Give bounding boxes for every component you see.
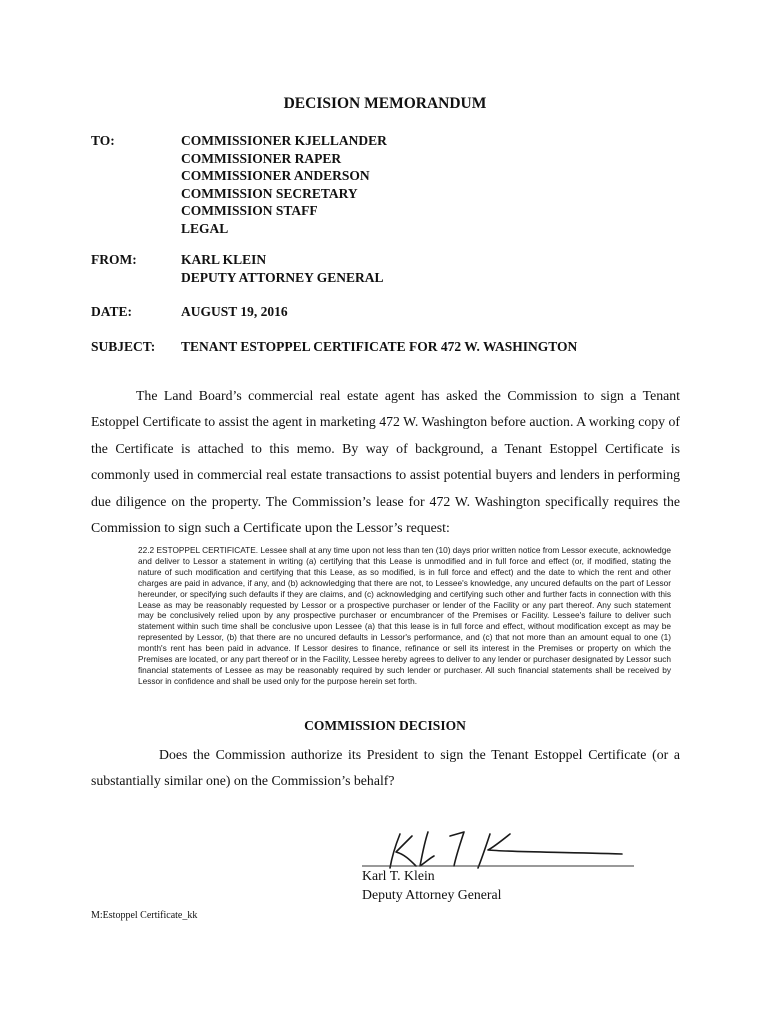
from-block xyxy=(181,251,384,286)
recipient: COMMISSION STAFF xyxy=(181,203,318,218)
recipient: COMMISSIONER ANDERSON xyxy=(181,168,370,183)
to-recipients-list xyxy=(181,132,387,237)
signer-title: Deputy Attorney General xyxy=(362,887,502,902)
recipient: COMMISSION SECRETARY xyxy=(181,185,358,201)
signer-name: Karl T. Klein xyxy=(362,868,435,883)
decision-question: Does the Commission authorize its President to sign the Tenant Estoppel Certificate (or a substantially similar one) on the Commission’s behalf? xyxy=(91,747,680,789)
memo-title: DECISION MEMORANDUM xyxy=(283,95,487,112)
date-label: DATE: xyxy=(91,304,133,319)
to-label: TO: xyxy=(91,133,115,148)
from-label: FROM: xyxy=(91,252,137,267)
date-value: AUGUST 19, 2016 xyxy=(181,304,288,319)
body-paragraph: The Land Board’s commercial real estate agent has asked the Commission to sign a Tenant Estoppel Certificate to assist the agent in marketing 472 W. Washington before auction. A working copy of the Certificate is attached to this memo. By way of background, a Tenant Estoppel Certificate is commonly used in commercial real estate transactions to assist potential buyers and lenders in performing due diligence on the property. The Commission’s lease for 472 W. Washington specifically requires the Commission to sign such a Certificate upon the Lessor’s request: xyxy=(91,388,680,536)
decision-heading: COMMISSION DECISION xyxy=(304,718,466,733)
subject-value: TENANT ESTOPPEL CERTIFICATE FOR 472 W. WASHINGTON xyxy=(181,339,578,354)
subject-label: SUBJECT: xyxy=(91,339,156,354)
handwritten-signature xyxy=(360,822,640,872)
file-reference: M:Estoppel Certificate_kk xyxy=(91,910,198,921)
from-title: DEPUTY ATTORNEY GENERAL xyxy=(181,269,384,285)
recipient: LEGAL xyxy=(181,220,229,236)
recipient: COMMISSIONER RAPER xyxy=(181,150,342,166)
lease-clause-excerpt: 22.2 ESTOPPEL CERTIFICATE. Lessee shall at any time upon not less than ten (10) days prior written notice from Lessor execute, acknowledge and deliver to Lessor a statement in writing (a) certifying that this Lease is unmodified and in full force and effect (or, if modified, stating the nature of such modification and certifying that this Lease, as so modified, is in full force and effect) and the date to which the rent and other charges are paid in advance, if any, and (b) acknowledging that there are not, to Lessee's knowledge, any uncured defaults on the part of Lessor hereunder, or specifying such defaults if they are claims, and (c) acknowledging and certifying such other and further facts in connection with this Lease as may be reasonably requested by Lessor or a prospective purchaser or lender of the Facility or any part thereof. Any such statement may be conclusively relied upon by any prospective purchaser or encumbrancer of the Premises or Facility. Lessee's failure to deliver such statement within such time shall be conclusive upon Lessee (a) that this lease is in full force and effect, without modification except as may be represented by Lessor, (b) that there are no uncured defaults in Lessor's performance, and (c) that not more than an amount equal to one (1) month's rent has been paid in advance. If Lessor desires to finance, refinance or sell its interest in the Premises or property on which the Premises are located, or any part thereof or in the Facility, Lessee hereby agrees to deliver to any lender or purchaser designated by Lessor such financial statements of Lessee as may be reasonably required by such lender or purchaser. All such financial statements shall be received by Lessor in confidence and shall be used only for the purpose herein set forth. xyxy=(138,545,671,686)
from-name: KARL KLEIN xyxy=(181,252,267,267)
recipient: COMMISSIONER KJELLANDER xyxy=(181,133,387,148)
